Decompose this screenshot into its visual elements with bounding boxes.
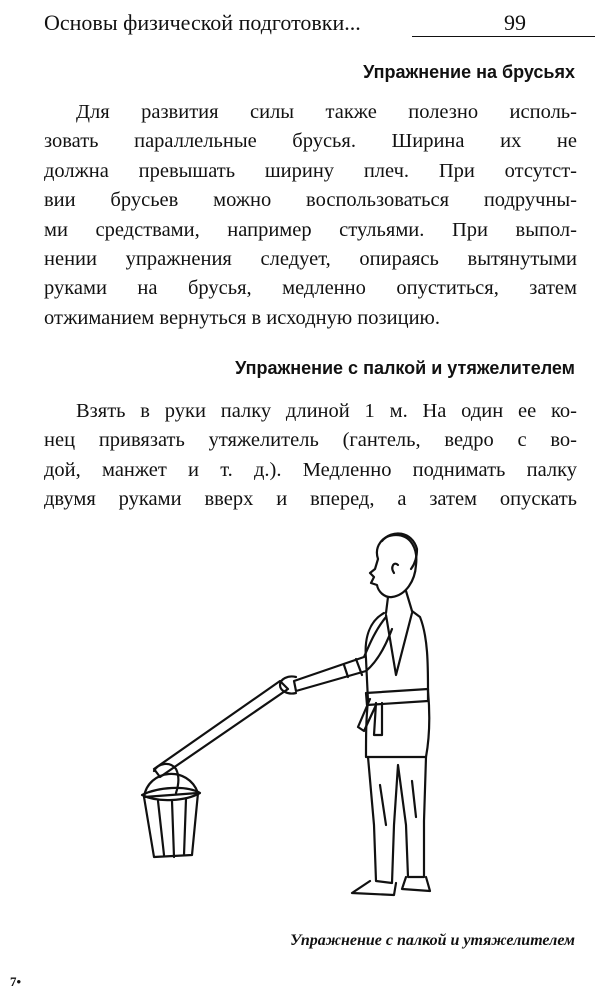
section-heading-stick-weight: Упражнение с палкой и утяжелителем (235, 358, 575, 378)
figure-lapel (386, 613, 412, 675)
figure-arm (294, 617, 392, 691)
paragraph-line: должна превышать ширину плеч. При отсутст- (44, 159, 577, 182)
paragraph-line: руками на брусья, медленно опуститься, затем (44, 277, 577, 300)
figure-feet (352, 877, 430, 895)
paragraph-line: зовать параллельные брусья. Ширина их не (44, 130, 577, 153)
figure-trouser-folds (380, 781, 416, 825)
paragraph-stick-weight (44, 397, 577, 515)
figure-caption: Упражнение с палкой и утяжелителем (290, 932, 575, 949)
paragraph-line: вии брусьев можно воспользоваться подручны- (44, 189, 577, 212)
running-head (44, 6, 574, 40)
paragraph-line: двумя руками вверх и вперед, а затем опускать (44, 488, 577, 511)
paragraph-parallel-bars (44, 98, 577, 333)
paragraph-line: нец привязать утяжелитель (гантель, ведро с во- (44, 429, 577, 452)
paragraph-line: нении упражнения следует, опираясь вытянутыми (44, 247, 577, 270)
figure-hair (382, 533, 417, 569)
figure-trousers (368, 757, 426, 883)
figure-bucket-staves (158, 799, 186, 857)
page-number: 99 (504, 10, 526, 35)
man-lifting-stick-with-bucket-illustration (130, 525, 460, 920)
paragraph-line: Для развития силы также полезно исполь- (76, 101, 577, 123)
signature-mark: 7• (10, 974, 22, 989)
paragraph-line: отжиманием вернуться в исходную позицию. (44, 306, 440, 329)
section-heading-parallel-bars: Упражнение на брусьях (363, 62, 575, 82)
paragraph-line: ми средствами, например стульями. При выпол- (44, 218, 577, 241)
paragraph-line: дой, манжет и т. д.). Медленно поднимать палку (44, 458, 577, 481)
figure-ear (392, 564, 398, 573)
paragraph-line: Взять в руки палку длиной 1 м. На один ее ко- (76, 400, 577, 422)
running-head-title: Основы физической подготовки... (44, 10, 361, 35)
figure-stick (154, 681, 288, 777)
figure-hands (280, 676, 296, 693)
